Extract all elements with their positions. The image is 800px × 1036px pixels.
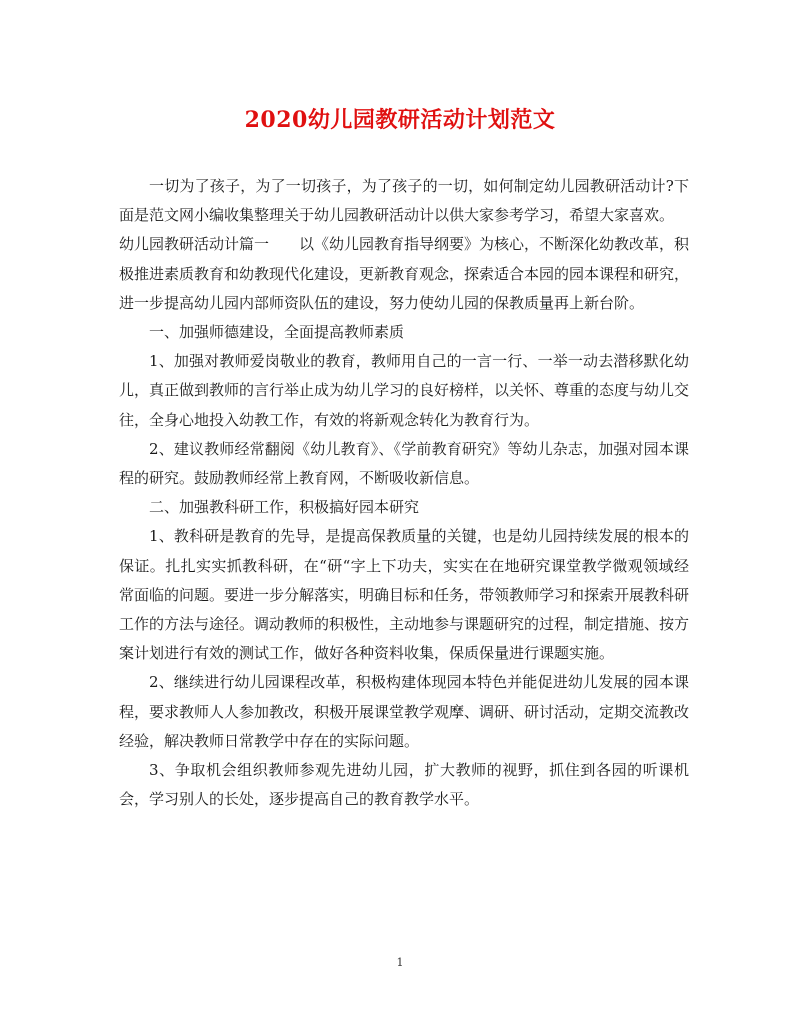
heading-paragraph: 一、加强师德建设，全面提高教师素质	[149, 323, 405, 342]
body-paragraph: 1、加强对教师爱岗敬业的教育，教师用自己的一言一行、一举一动去潜移默化幼儿，真正做到教师的言行举止成为幼儿学习的良好榜样，以关怀、尊重的态度与幼儿交往，全身心地投入幼教工作，有效的将新观念转化为教育行为。	[119, 352, 690, 429]
document-body	[119, 172, 689, 814]
body-paragraph: 2、继续进行幼儿园课程改革，积极构建体现园本特色并能促进幼儿发展的园本课程，要求教师人人参加教改，积极开展课堂教学观摩、调研、研讨活动，定期交流教改经验，解决教师日常教学中存在的实际问题。	[119, 673, 690, 750]
body-paragraph: 2、建议教师经常翻阅《幼儿教育》、《学前教育研究》等幼儿杂志，加强对园本课程的研究。鼓励教师经常上教育网，不断吸收新信息。	[119, 439, 689, 488]
body-paragraph: 3、争取机会组织教师参观先进幼儿园，扩大教师的视野，抓住到各园的听课机会，学习别人的长处，逐步提高自己的教育教学水平。	[119, 761, 689, 809]
intro-paragraph: 一切为了孩子，为了一切孩子，为了孩子的一切，如何制定幼儿园教研活动计?下面是范文网小编收集整理关于幼儿园教研活动计以供大家参考学习，希望大家喜欢。	[119, 177, 689, 225]
page-number: 1	[396, 956, 404, 969]
section-paragraph: 幼儿园教研活动计篇一 以《幼儿园教育指导纲要》为核心，不断深化幼教改革，积极推进素质教育和幼教现代化建设，更新教育观念，探索适合本园的园本课程和研究，进一步提高幼儿园内部师资队伍的建设，努力使幼儿园的保教质量再上新台阶。	[119, 235, 690, 312]
body-paragraph: 1、教科研是教育的先导，是提高保教质量的关键，也是幼儿园持续发展的根本的保证。扎扎实实抓教科研，在“研“字上下功夫，实实在在地研究课堂教学微观领域经常面临的问题。要进一步分解落实，明确目标和任务，带领教师学习和探索开展教科研工作的方法与途径。调动教师的积极性，主动地参与课题研究的过程，制定措施、按方案计划进行有效的测试工作，做好各种资料收集，保质保量进行课题实施。	[119, 527, 690, 663]
document-title: 2020幼儿园教研活动计划范文	[244, 107, 556, 133]
heading-paragraph: 二、加强教科研工作，积极搞好园本研究	[149, 498, 420, 517]
